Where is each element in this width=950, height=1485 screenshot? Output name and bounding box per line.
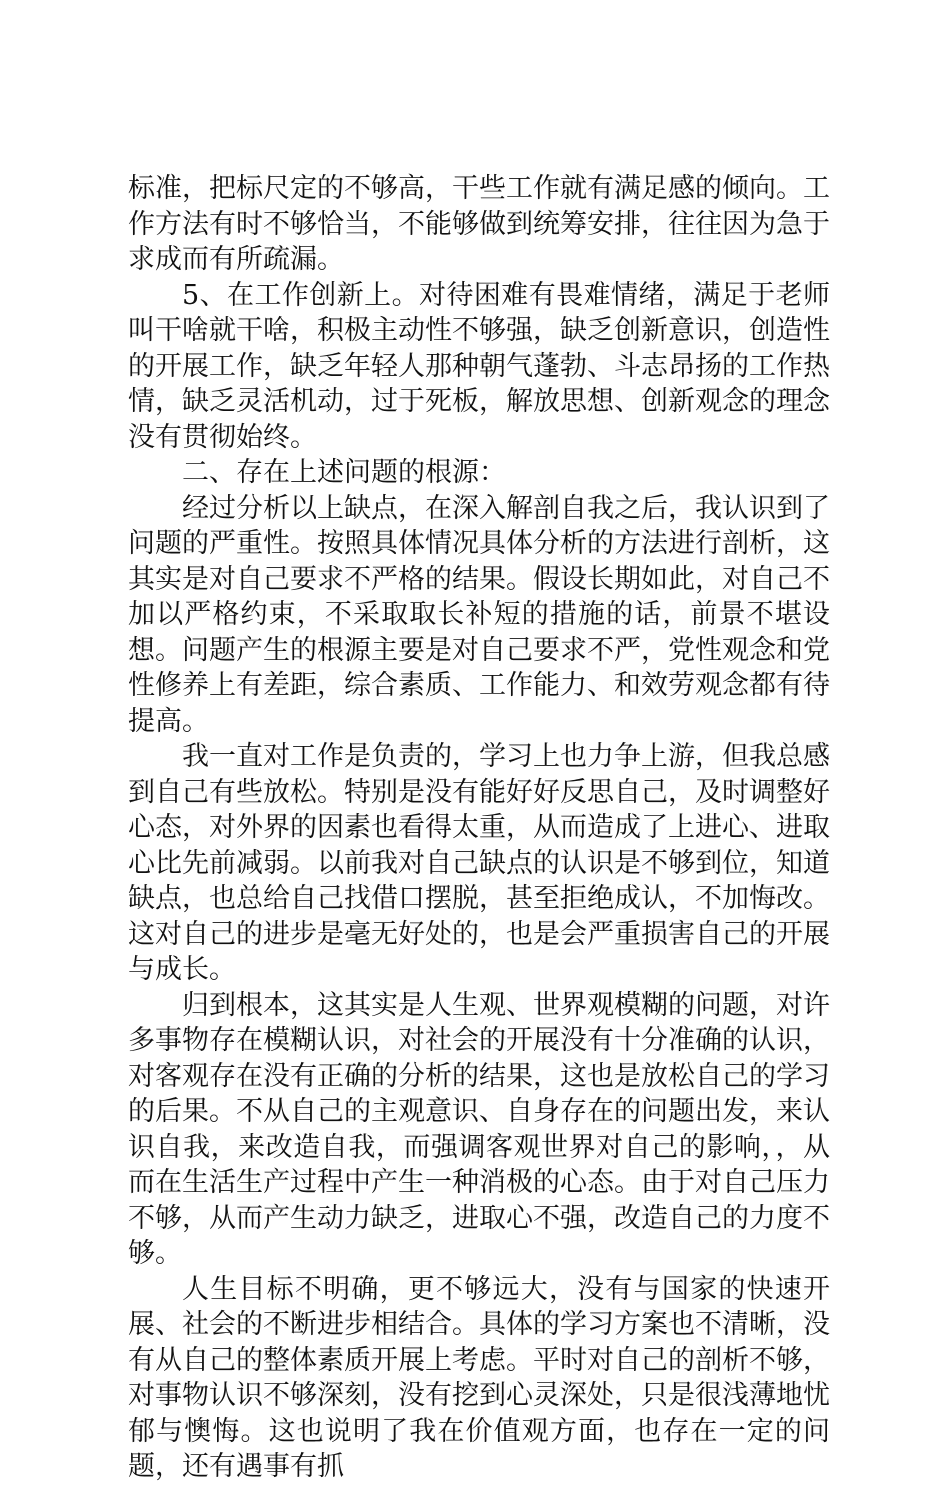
paragraph-continuation: 标准，把标尺定的不够高，干些工作就有满足感的倾向。工作方法有时不够恰当，不能够做到统筹安排，往往因为急于求成而有所疏漏。 (128, 173, 830, 275)
section-heading: 二、存在上述问题的根源： (182, 457, 506, 488)
paragraph-life-goals: 人生目标不明确，更不够远大，没有与国家的快速开展、社会的不断进步相结合。具体的学习方案也不清晰，没有从自己的整体素质开展上考虑。平时对自己的剖析不够，对事物认识不够深刻，没有挖到心灵深处，只是很浅薄地忧郁与懊悔。这也说明了我在价值观方面，也存在一定的问题，还有遇事有抓 (128, 1273, 830, 1482)
paragraph-self-reflection: 我一直对工作是负责的，学习上也力争上游，但我总感到自己有些放松。特别是没有能好好反思自己，及时调整好心态，对外界的因素也看得太重，从而造成了上进心、进取心比先前减弱。以前我对自己缺点的认识是不够到位，知道缺点，也总给自己找借口摆脱，甚至拒绝成认，不加悔改。这对自己的进步是毫无好处的，也是会严重损害自己的开展与成长。 (128, 741, 830, 985)
document-body (128, 171, 830, 1485)
paragraph-item-5: 5、在工作创新上。对待困难有畏难情绪，满足于老师叫干啥就干啥，积极主动性不够强，缺乏创新意识，创造性的开展工作，缺乏年轻人那种朝气蓬勃、斗志昂扬的工作热情，缺乏灵活机动，过于死板，解放思想、创新观念的理念没有贯彻始终。 (128, 279, 830, 453)
paragraph-root-analysis: 经过分析以上缺点，在深入解剖自我之后，我认识到了问题的严重性。按照具体情况具体分析的方法进行剖析，这其实是对自己要求不严格的结果。假设长期如此，对自己不加以严格约束，不采取取长补短的措施的话，前景不堪设想。问题产生的根源主要是对自己要求不严，党性观念和党性修养上有差距，综合素质、工作能力、和效劳观念都有待提高。 (128, 492, 830, 737)
paragraph-worldview: 归到根本，这其实是人生观、世界观模糊的问题，对许多事物存在模糊认识，对社会的开展没有十分准确的认识，对客观存在没有正确的分析的结果，这也是放松自己的学习的后果。不从自己的主观意识、自身存在的问题出发，来认识自我，来改造自我，而强调客观世界对自己的影响，，从而在生活生产过程中产生一种消极的心态。由于对自己压力不够，从而产生动力缺乏，进取心不强，改造自己的力度不够。 (128, 989, 830, 1269)
